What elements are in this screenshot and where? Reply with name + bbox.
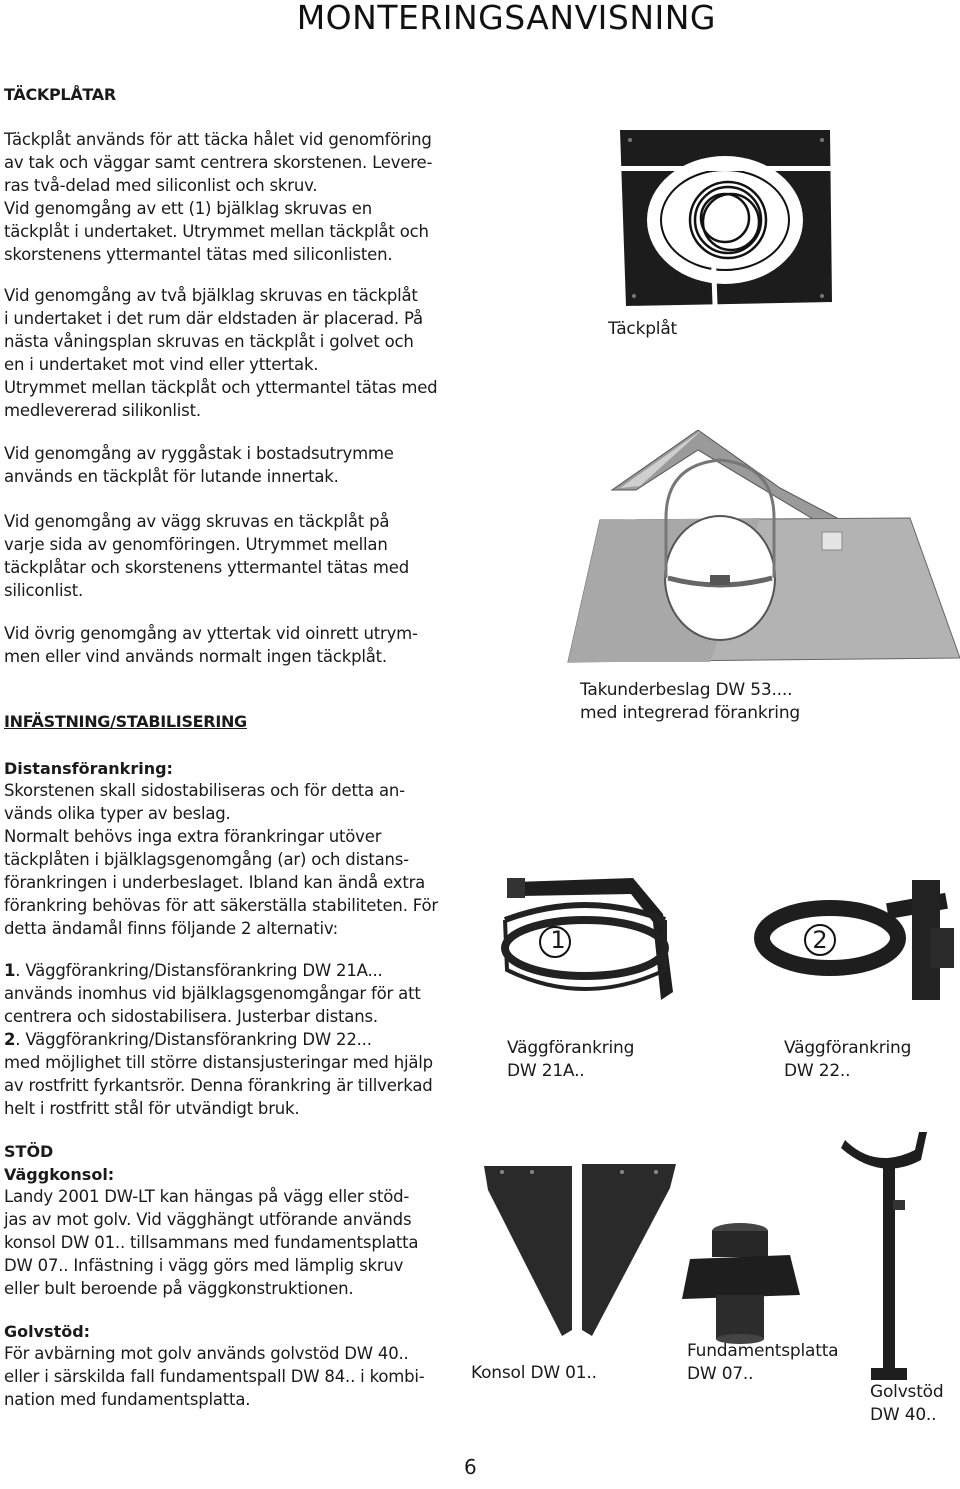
list-number-1: 1 — [4, 961, 16, 980]
subheading-distansforankring: Distansförankring: — [4, 759, 173, 778]
golvstod-caption: Golvstöd DW 40.. — [870, 1382, 944, 1425]
section-heading-infastning: INFÄSTNING/STABILISERING — [4, 712, 247, 731]
golvstod-image — [835, 1120, 955, 1390]
fundamentsplatta-caption: Fundamentsplatta DW 07.. — [687, 1341, 839, 1384]
vaggforankring-21a-image — [485, 870, 695, 1020]
takunderbeslag-caption: Takunderbeslag DW 53.... med integrerad förankring — [580, 680, 800, 723]
section-heading-stod: STÖD — [4, 1142, 54, 1161]
fundamentsplatta-image — [670, 1215, 810, 1345]
list-number-2: 2 — [4, 1030, 16, 1049]
paragraph-vaggkonsol: Landy 2001 DW-LT kan hängas på vägg eller stöd- jas av mot golv. Vid vägghängt utförande används konsol DW 01.. tillsammans med fundamentsplatta DW 07.. Infästning i vägg görs med lämplig skruv eller bult beroende på väggkonstruktionen. — [4, 1187, 419, 1298]
section-heading-tackplatar: TÄCKPLÅTAR — [4, 85, 116, 104]
page-title: MONTERINGSANVISNING — [296, 0, 716, 37]
paragraph-wall: Vid genomgång av vägg skruvas en täckplåt på varje sida av genomföringen. Utrymmet mellan täckplåtar och skorstenens yttermantel tätas med siliconlist. — [4, 512, 409, 600]
konsol-caption: Konsol DW 01.. — [471, 1363, 597, 1383]
takunderbeslag-image — [560, 430, 960, 680]
konsol-image — [480, 1160, 680, 1360]
badge-2: 2 — [812, 926, 828, 954]
paragraph-tackplat-intro: Täckplåt används för att täcka hålet vid genomföring av tak och väggar samt centrera skorstenen. Levere- ras två-delad med siliconlist och skruv. Vid genomgång av ett (1) bjälklag skruvas en täckplåt i undertaket. Utrymmet mellan täckplåt och skorstenens yttermantel tätas med siliconlisten. — [4, 130, 433, 264]
vaggforankring-21a-caption: Väggförankring DW 21A.. — [507, 1038, 635, 1081]
badge-1: 1 — [550, 926, 566, 954]
list-item-1-title: . Väggförankring/Distansförankring DW 21A... — [15, 961, 383, 980]
vaggforankring-22-image — [752, 868, 960, 1008]
paragraph-golvstod: För avbärning mot golv används golvstöd DW 40.. eller i särskilda fall fundamentspall DW 84.. i kombi- nation med fundamentsplatta. — [4, 1344, 425, 1409]
tackplat-image — [600, 120, 850, 320]
list-item-2-title: . Väggförankring/Distansförankring DW 22... — [15, 1030, 372, 1049]
page-number: 6 — [464, 1455, 477, 1479]
paragraph-ridge-roof: Vid genomgång av ryggåstak i bostadsutrymme används en täckplåt för lutande innertak. — [4, 444, 394, 486]
paragraph-distansforankring: Skorstenen skall sidostabiliseras och för detta an- vänds olika typer av beslag. Normalt behövs inga extra förankringar utöver täckplåten i bjälklagsgenomgång (ar) och distans- förankringen i underbeslaget. Ibland kan ändå extra förankring behövas för att säkerställa stabiliteten. För detta ändamål finns följande 2 alternativ: — [4, 781, 438, 938]
paragraph-other-roof: Vid övrig genomgång av yttertak vid oinrett utrym- men eller vind används normalt ingen täckplåt. — [4, 624, 418, 666]
subheading-golvstod: Golvstöd: — [4, 1322, 91, 1341]
vaggforankring-22-caption: Väggförankring DW 22.. — [784, 1038, 912, 1081]
list-item-2 — [4, 1028, 372, 1051]
tackplat-caption: Täckplåt — [608, 319, 678, 339]
subheading-vaggkonsol: Väggkonsol: — [4, 1165, 115, 1184]
list-item-2-desc: med möjlighet till större distansjusteringar med hjälp av rostfritt fyrkantsrör. Denna förankring är tillverkad helt i rostfritt stål för utvändigt bruk. — [4, 1053, 433, 1118]
list-item-1 — [4, 959, 383, 982]
paragraph-two-floors: Vid genomgång av två bjälklag skruvas en täckplåt i undertaket i det rum där eldstaden är placerad. På nästa våningsplan skruvas en täckplåt i golvet och en i undertaket mot vind eller yttertak. Utrymmet mellan täckplåt och yttermantel tätas med medlevererad silikonlist. — [4, 286, 438, 420]
list-item-1-desc: används inomhus vid bjälklagsgenomgångar för att centrera och sidostabilisera. Justerbar distans. — [4, 984, 421, 1026]
